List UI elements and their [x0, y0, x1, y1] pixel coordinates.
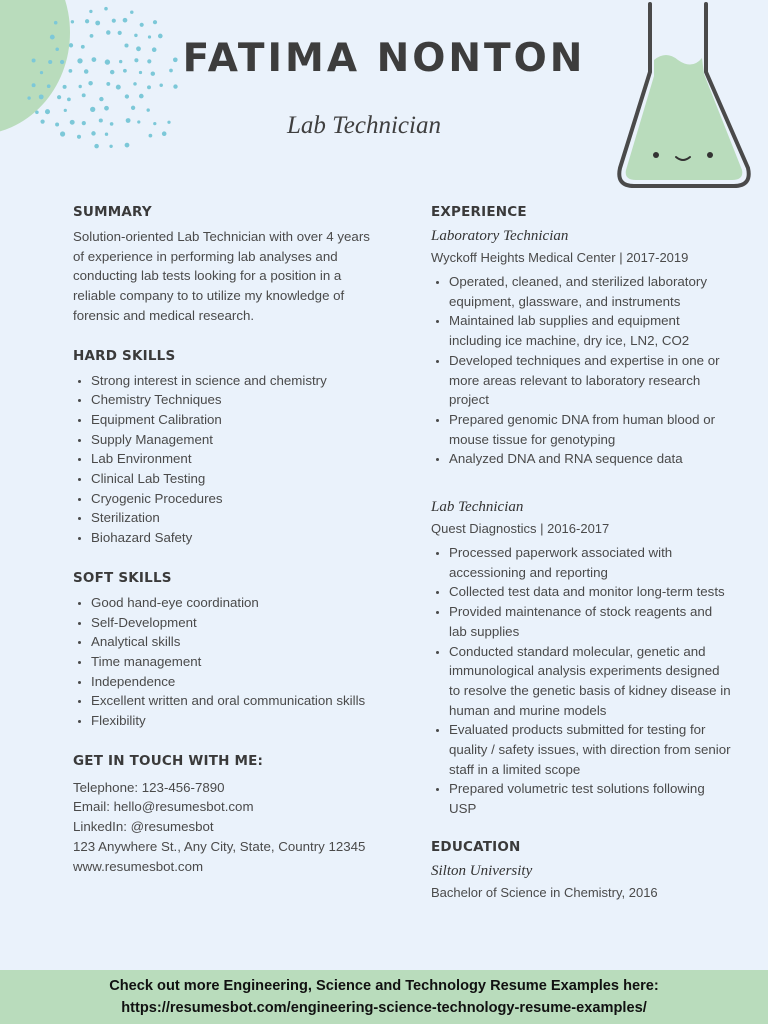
education-heading: EDUCATION	[431, 838, 521, 855]
decorative-dot	[57, 95, 61, 99]
decorative-dots	[0, 0, 200, 165]
list-item: • Supply Management	[91, 430, 373, 450]
job-entry	[431, 228, 731, 469]
decorative-dot	[109, 145, 112, 148]
list-item: • Prepared genomic DNA from human blood or mouse tissue for genotyping	[449, 410, 731, 449]
education-degree: Bachelor of Science in Chemistry, 2016	[431, 884, 658, 900]
contact-address: 123 Anywhere St., Any City, State, Country 12345	[73, 838, 366, 854]
decorative-dot	[131, 106, 135, 110]
experience-heading: EXPERIENCE	[431, 204, 527, 220]
list-item: • Analytical skills	[91, 632, 373, 652]
summary-text: Solution-oriented Lab Technician with over 4 years of experience in performing lab analyses and conducting lab tests looking for a position in a reliable company to to utilize my knowledge of forensic and medical research.	[73, 229, 370, 323]
job-title: Laboratory Technician	[431, 228, 569, 244]
list-item: • Excellent written and oral communication skills	[91, 691, 373, 711]
soft-skills-heading: SOFT SKILLS	[73, 569, 172, 586]
soft-skills-section	[73, 570, 373, 731]
decorative-dot	[63, 85, 67, 89]
contact-details	[73, 778, 373, 877]
decorative-dot	[99, 97, 103, 101]
job-bullets	[431, 272, 731, 469]
list-item: • Cryogenic Procedures	[91, 489, 373, 509]
decorative-dot	[89, 10, 92, 13]
decorative-dot	[95, 21, 100, 26]
right-column	[431, 204, 731, 922]
experience-section	[431, 204, 731, 819]
list-item: • Flexibility	[91, 711, 373, 731]
list-item: • Good hand-eye coordination	[91, 593, 373, 613]
list-item: • Sterilization	[91, 508, 373, 528]
decorative-dot	[147, 85, 151, 89]
decorative-dot	[106, 30, 110, 34]
decorative-dot	[118, 31, 122, 35]
footer-text: Check out more Engineering, Science and Technology Resume Examples here:	[109, 978, 659, 994]
list-item: • Analyzed DNA and RNA sequence data	[449, 449, 731, 469]
decorative-dot	[173, 84, 177, 88]
list-item: • Strong interest in science and chemistry	[91, 371, 373, 391]
footer-link[interactable]: https://resumesbot.com/engineering-science-technology-resume-examples/	[121, 1000, 647, 1016]
contact-linkedin: LinkedIn: @resumesbot	[73, 819, 214, 835]
summary-heading: SUMMARY	[73, 204, 152, 220]
list-item: • Self-Development	[91, 613, 373, 633]
decorative-dot	[159, 84, 162, 87]
decorative-dot	[27, 96, 30, 99]
list-item: • Clinical Lab Testing	[91, 469, 373, 489]
decorative-dot	[88, 81, 93, 86]
list-item: • Lab Environment	[91, 449, 373, 469]
decorative-dot	[133, 82, 137, 86]
decorative-dot	[139, 94, 144, 99]
contact-email: Email: hello@resumesbot.com	[73, 799, 254, 815]
decorative-dot	[32, 83, 36, 87]
hard-skills-heading: HARD SKILLS	[73, 347, 176, 364]
decorative-dot	[125, 143, 130, 148]
list-item: • Collected test data and monitor long-term tests	[449, 582, 731, 602]
decorative-dot	[130, 10, 133, 13]
job-title: Lab Technician	[431, 499, 524, 516]
contact-website: www.resumesbot.com	[73, 858, 204, 874]
list-item: • Chemistry Techniques	[91, 390, 373, 410]
left-column	[73, 204, 373, 898]
decorative-dot	[54, 21, 58, 25]
decorative-dot	[116, 85, 121, 90]
decorative-dot	[47, 84, 51, 88]
contact-heading: GET IN TOUCH WITH ME:	[73, 752, 264, 769]
decorative-dot	[125, 94, 129, 98]
decorative-dot	[94, 144, 99, 149]
decorative-dot	[112, 19, 116, 23]
lab-flask-icon	[608, 0, 758, 195]
job-employer: Quest Diagnostics | 2016-2017	[431, 521, 610, 537]
job-entry	[431, 499, 731, 819]
decorative-dot	[85, 19, 89, 23]
list-item: • Equipment Calibration	[91, 410, 373, 430]
decorative-dot	[123, 18, 128, 23]
decorative-dot	[104, 106, 109, 111]
soft-skills-list	[73, 593, 373, 731]
candidate-name: FATIMA NONTON	[182, 36, 586, 81]
footer-banner	[0, 970, 768, 1024]
list-item: • Conducted standard molecular, genetic and immunological analysis experiments designed to resolve the genetic basis of kidney disease in human and murine models	[449, 642, 731, 721]
hard-skills-section	[73, 348, 373, 548]
list-item: • Evaluated products submitted for testing for quality / safety issues, with direction from senior staff in a limited scope	[449, 720, 731, 779]
decorative-dot	[140, 23, 144, 27]
contact-section	[73, 753, 373, 877]
decorative-dot	[79, 85, 82, 88]
decorative-dot	[153, 20, 157, 24]
candidate-role: Lab Technician	[287, 112, 441, 139]
decorative-dot	[104, 7, 108, 11]
decorative-dot	[82, 93, 86, 97]
list-item: • Prepared volumetric test solutions following USP	[449, 779, 731, 818]
list-item: • Independence	[91, 672, 373, 692]
hard-skills-list	[73, 371, 373, 548]
decorative-dot	[67, 98, 71, 102]
job-employer: Wyckoff Heights Medical Center | 2017-2019	[431, 250, 689, 265]
education-section	[431, 839, 731, 900]
list-item: • Maintained lab supplies and equipment including ice machine, dry ice, LN2, CO2	[449, 311, 731, 350]
list-item: • Biohazard Safety	[91, 528, 373, 548]
contact-telephone: Telephone: 123-456-7890	[73, 779, 225, 795]
job-bullets	[431, 543, 731, 819]
list-item: • Operated, cleaned, and sterilized laboratory equipment, glassware, and instruments	[449, 272, 731, 311]
education-school: Silton University	[431, 862, 533, 879]
list-item: • Developed techniques and expertise in one or more areas relevant to laboratory research project	[449, 351, 731, 410]
list-item: • Time management	[91, 652, 373, 672]
list-item: • Processed paperwork associated with accessioning and reporting	[449, 543, 731, 582]
decorative-dot	[39, 94, 44, 99]
list-item: • Provided maintenance of stock reagents and lab supplies	[449, 602, 731, 641]
decorative-dot	[71, 20, 74, 23]
decorative-dot	[106, 82, 110, 86]
summary-section	[73, 204, 373, 326]
